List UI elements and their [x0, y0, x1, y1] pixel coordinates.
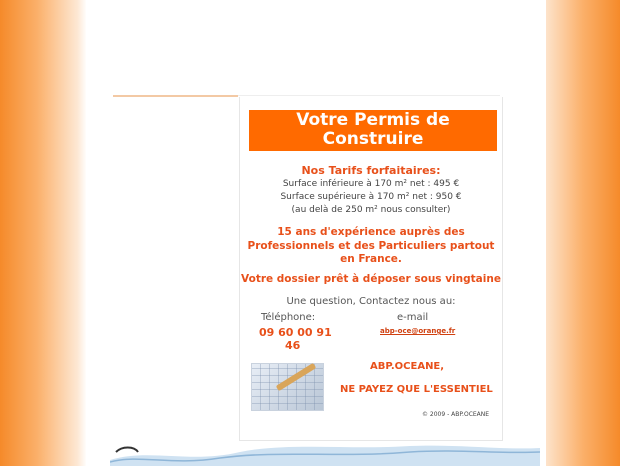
banner-line-1: Votre Permis de [296, 110, 450, 130]
phone-number [259, 327, 339, 352]
header-divider-right [238, 95, 500, 96]
copyright: © 2009 - ABP.OCEANE [422, 411, 490, 418]
experience-line-1: 15 ans d'expérience auprès des [277, 226, 465, 238]
experience-text [240, 226, 502, 267]
experience-line-2: Professionnels et des Particuliers partout [247, 239, 495, 252]
dossier-text: Votre dossier prêt à déposer sous vingtaine [241, 273, 501, 285]
phone-number-line-2: 46 [285, 338, 301, 352]
email-link[interactable]: abp-oce@orange.fr [380, 327, 456, 335]
phone-label: Téléphone: [261, 312, 316, 323]
email-label: e-mail [397, 312, 429, 323]
banner-line-2: Construire [322, 129, 424, 149]
tarif-line-2: Surface supérieure à 170 m² net : 950 € [280, 192, 462, 202]
tarif-line-1: Surface inférieure à 170 m² net : 495 € [282, 179, 460, 189]
company-name: ABP.OCEANE, [370, 361, 445, 372]
title-banner [249, 110, 497, 151]
phone-number-line-1: 09 60 00 91 [259, 326, 332, 339]
contact-question: Une question, Contactez nous au: [286, 296, 456, 307]
header-divider [113, 95, 238, 97]
content-panel [239, 97, 503, 441]
pencil-icon [276, 363, 316, 391]
tarifs-title: Nos Tarifs forfaitaires: [301, 164, 441, 177]
experience-line-3: en France. [340, 253, 402, 265]
footer-wave-decoration [110, 440, 540, 466]
slogan: NE PAYEZ QUE L'ESSENTIEL [340, 384, 493, 395]
tarif-line-3: (au delà de 250 m² nous consulter) [291, 205, 451, 215]
blueprint-image [251, 363, 324, 411]
